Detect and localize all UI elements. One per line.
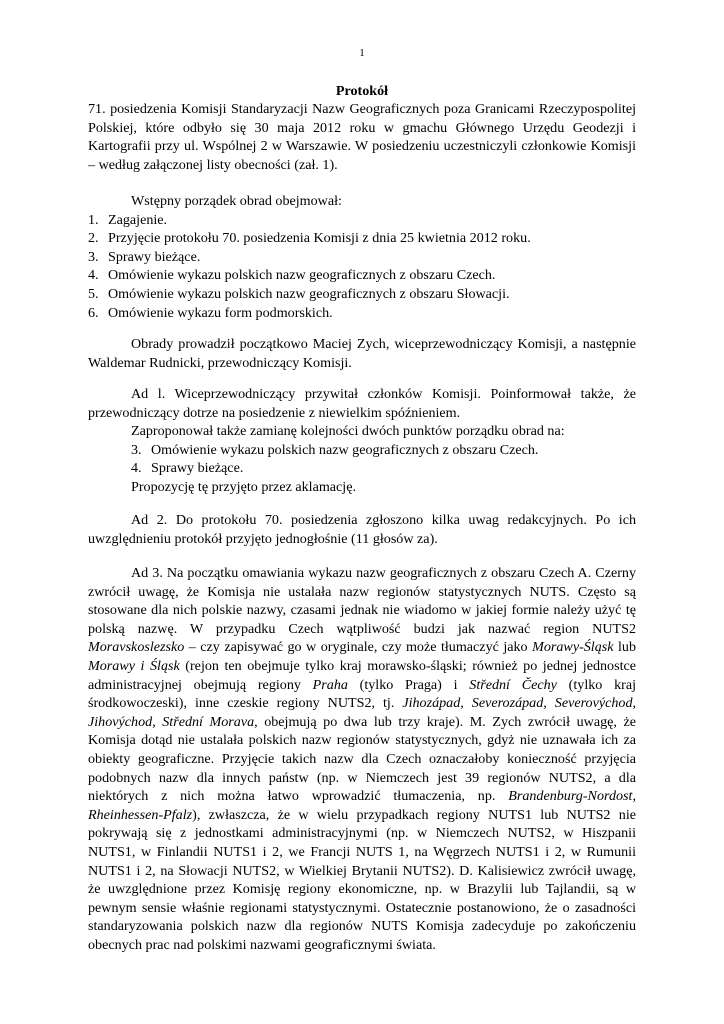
- agenda-heading: Wstępny porządek obrad obejmował:: [131, 193, 342, 209]
- ad1-paragraph: Ad l. Wiceprzewodniczący przywitał członków Komisji. Poinformował także, że przewodniczący dotrze na posiedzenie z niewielkim spóźnieniem.: [88, 386, 636, 421]
- ad1-item: 3. Omówienie wykazu polskich nazw geograficznych z obszaru Czech.: [131, 441, 539, 458]
- intro-paragraph: 71. posiedzenia Komisji Standaryzacji Nazw Geograficznych poza Granicami Rzeczypospolitej Polskiej, które odbyło się 30 maja 2012 roku w gmachu Głównego Urzędu Geodezji i Kartografii przy ul. Wspólnej 2 w Warszawie. W posiedzeniu uczestniczyli członkowie Komisji – według załączonej listy obecności (zał. 1).: [88, 101, 636, 173]
- agenda-item: 3. Sprawy bieżące.: [88, 248, 201, 265]
- ad1-accepted: Propozycję tę przyjęto przez aklamację.: [131, 478, 356, 495]
- ad1-reordered-list: [88, 441, 636, 478]
- chair-paragraph: Obrady prowadził początkowo Maciej Zych, wiceprzewodniczący Komisji, a następnie Waldemar Rudnicki, przewodniczący Komisji.: [88, 336, 636, 371]
- agenda-item: 6. Omówienie wykazu form podmorskich.: [88, 304, 333, 321]
- document-title: Protokół: [335, 83, 389, 99]
- agenda-list: [88, 211, 636, 323]
- ad1-proposal: Zaproponował także zamianę kolejności dwóch punktów porządku obrad na:: [131, 423, 565, 440]
- agenda-item: 1. Zagajenie.: [88, 211, 168, 228]
- agenda-item: 5. Omówienie wykazu polskich nazw geograficznych z obszaru Słowacji.: [88, 285, 510, 302]
- agenda-item: 4. Omówienie wykazu polskich nazw geograficznych z obszaru Czech.: [88, 267, 496, 284]
- ad2-paragraph: Ad 2. Do protokołu 70. posiedzenia zgłoszono kilka uwag redakcyjnych. Po ich uwzględnieniu protokół przyjęto jednogłośnie (11 głosów za).: [88, 512, 636, 547]
- page-number: 1: [359, 47, 365, 59]
- ad1-item: 4. Sprawy bieżące.: [131, 460, 244, 477]
- ad3-paragraph: Ad 3. Na początku omawiania wykazu nazw geograficznych z obszaru Czech A. Czerny zwrócił uwagę, że Komisja nie ustalała nazw regionów statystycznych NUTS. Często są stosowane dla nich polskie nazwy, czasami jednak nie wiadomo w jakiej formie należy użyć tę polską nazwę. W przypadku Czech wątpliwość budzi jak nazwać region NUTS2 Moravskoslezsko – czy zapisywać go w oryginale, czy może tłumaczyć jako Morawy-Śląsk lub Morawy i Śląsk (rejon ten obejmuje tylko kraj morawsko-śląski; również po jednej jednostce administracyjnej obejmują regiony Praha (tylko Praga) i Střední Čechy (tylko kraj środkowoczeski), inne czeskie regiony NUTS2, tj. Jihozápad, Severozápad, Severovýchod, Jihovýchod, Střední Morava, obejmują po dwa lub trzy kraje). M. Zych zwrócił uwagę, że Komisja dotąd nie ustalała polskich nazw regionów statystycznych, gdyż nie uznawała ich za obiekty geograficzne. Przyjęcie takich nazw dla Czech oznaczałoby konieczność przyjęcia podobnych nazw dla innych państw (np. w Niemczech jest 39 regionów NUTS2, a dla niektórych z nich można łatwo wprowadzić tłumaczenia, np. Brandenburg-Nordost, Rheinhessen-Pfalz), zwłaszcza, że w wielu przypadkach regiony NUTS1 lub NUTS2 nie pokrywają się z jednostkami administracyjnymi (np. w Niemczech NUTS2, w Hiszpanii NUTS1, w Finlandii NUTS1 i 2, we Francji NUTS 1, na Węgrzech NUTS1 i 2, w Rumunii NUTS1 i 2, na Słowacji NUTS2, w Wielkiej Brytanii NUTS2). D. Kalisiewicz zwrócił uwagę, że uwzględnione przez Komisję regiony ekonomiczne, np. w Brazylii lub Tajlandii, są w pewnym sensie właśnie regionami statystycznymi. Ostatecznie postanowiono, że o zasadności standaryzowania polskich nazw dla regionów NUTS Komisja zadecyduje po zakończeniu obecnych prac nad polskimi nazwami geograficznymi świata.: [88, 565, 637, 953]
- agenda-item: 2. Przyjęcie protokołu 70. posiedzenia Komisji z dnia 25 kwietnia 2012 roku.: [88, 230, 531, 247]
